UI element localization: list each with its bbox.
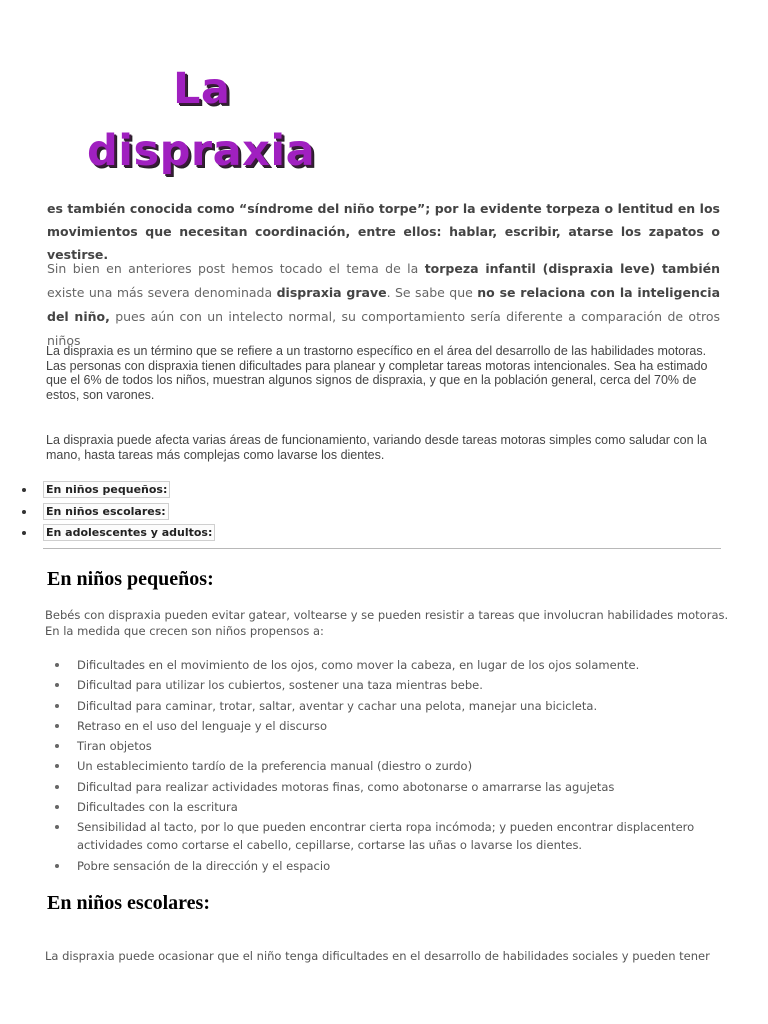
severity-paragraph [47, 257, 720, 353]
list-item-text: Retraso en el uso del lenguaje y el discurso [77, 718, 328, 733]
list-item [0, 737, 697, 755]
list-item-text: Tiran objetos [77, 739, 152, 754]
list-item [0, 798, 697, 816]
severity-text-3: . Se sabe que [386, 285, 478, 300]
section-heading-ninos-escolares: En niños escolares: [47, 892, 210, 914]
list-item [0, 717, 697, 735]
page-title-line-2: dispraxia [87, 126, 316, 176]
list-item-text: Dificultad para caminar, trotar, saltar, aventar y cachar una pelota, manejar una bicicleta. [77, 698, 598, 713]
bullet-icon [55, 683, 59, 687]
severity-text-1: Sin bien en anteriores post hemos tocado el tema de la [47, 261, 425, 276]
list-item-text: Dificultad para realizar actividades motoras finas, como abotonarse o amarrarse las agujetas [77, 779, 615, 794]
bullet-icon [55, 663, 59, 667]
bullet-icon [55, 825, 59, 829]
severity-bold-3: no se relaciona con la inteligencia del niño, [47, 285, 721, 324]
bullet-icon [55, 724, 59, 728]
definition-paragraph: La dispraxia es un término que se refiere a un trastorno específico en el área del desarrollo de las habilidades motoras. [46, 344, 707, 358]
prevalence-paragraph: Las personas con dispraxia tienen dificultades para planear y completar tareas motoras intencionales. Sea ha estimado que el 6% de todos los niños, muestran algunos signos de dispraxia, y que en la población general, cerca del 70% de estos, son varones. [46, 358, 708, 403]
school-children-paragraph: La dispraxia puede ocasionar que el niño tenga dificultades en el desarrollo de habilidades sociales y pueden tener [45, 949, 710, 963]
definition-block [46, 344, 721, 403]
list-item [0, 697, 697, 715]
severity-bold-2: dispraxia grave [276, 285, 387, 300]
list-item [0, 857, 697, 875]
bullet-icon [22, 531, 26, 535]
bullet-icon [22, 510, 26, 514]
symptom-list [0, 656, 768, 877]
list-item [0, 676, 697, 694]
list-item-text: Sensibilidad al tacto, por lo que pueden encontrar cierta ropa incómoda; y pueden encontrar displacentero actividades como cortarse el cabello, cepillarse, cortarse las uñas o lavarse los dientes. [77, 820, 695, 853]
bullet-icon [55, 785, 59, 789]
section-heading-ninos-pequenos: En niños pequeños: [47, 568, 214, 590]
bullet-icon [55, 704, 59, 708]
toc-link-ninos-pequenos[interactable]: En niños pequeños: [43, 481, 170, 498]
bullet-icon [55, 864, 59, 868]
list-item [0, 656, 697, 674]
severity-text-2: existe una más severa denominada [47, 285, 277, 300]
list-item [0, 818, 697, 854]
bullet-icon [22, 488, 26, 492]
page-title-line-1: La [173, 64, 231, 114]
list-item-text: Dificultades con la escritura [77, 800, 238, 815]
toc-link-adolescentes-adultos[interactable]: En adolescentes y adultos: [43, 524, 215, 541]
list-item-text: Dificultad para utilizar los cubiertos, sostener una taza mientras bebe. [77, 678, 483, 693]
babies-paragraph: Bebés con dispraxia pueden evitar gatear, voltearse y se pueden resistir a tareas que involucran habilidades motoras. En la medida que crecen son niños propensos a: [45, 608, 729, 638]
severity-bold-1: torpeza infantil (dispraxia leve) también [424, 261, 720, 276]
divider [43, 548, 721, 549]
severity-text-4: pues aún con un intelecto normal, su comportamiento sería diferente a comparación de otros niños [47, 309, 720, 348]
areas-paragraph: La dispraxia puede afecta varias áreas de funcionamiento, variando desde tareas motoras simples como saludar con la mano, hasta tareas más complejas como lavarse los dientes. [46, 433, 707, 462]
list-item [0, 778, 697, 796]
toc-link-ninos-escolares[interactable]: En niños escolares: [43, 503, 169, 520]
list-item-text: Pobre sensación de la dirección y el espacio [77, 858, 331, 873]
list-item-text: Un establecimiento tardío de la preferencia manual (diestro o zurdo) [77, 759, 473, 774]
bullet-icon [55, 744, 59, 748]
list-item-text: Dificultades en el movimiento de los ojos, como mover la cabeza, en lugar de los ojos solamente. [77, 658, 640, 672]
list-item [0, 757, 697, 775]
intro-paragraph: es también conocida como “síndrome del niño torpe”; por la evidente torpeza o lentitud en los movimientos que necesitan coordinación, entre ellos: hablar, escribir, atarse los zapatos o vestirse. [47, 201, 720, 262]
bullet-icon [55, 764, 59, 768]
bullet-icon [55, 805, 59, 809]
